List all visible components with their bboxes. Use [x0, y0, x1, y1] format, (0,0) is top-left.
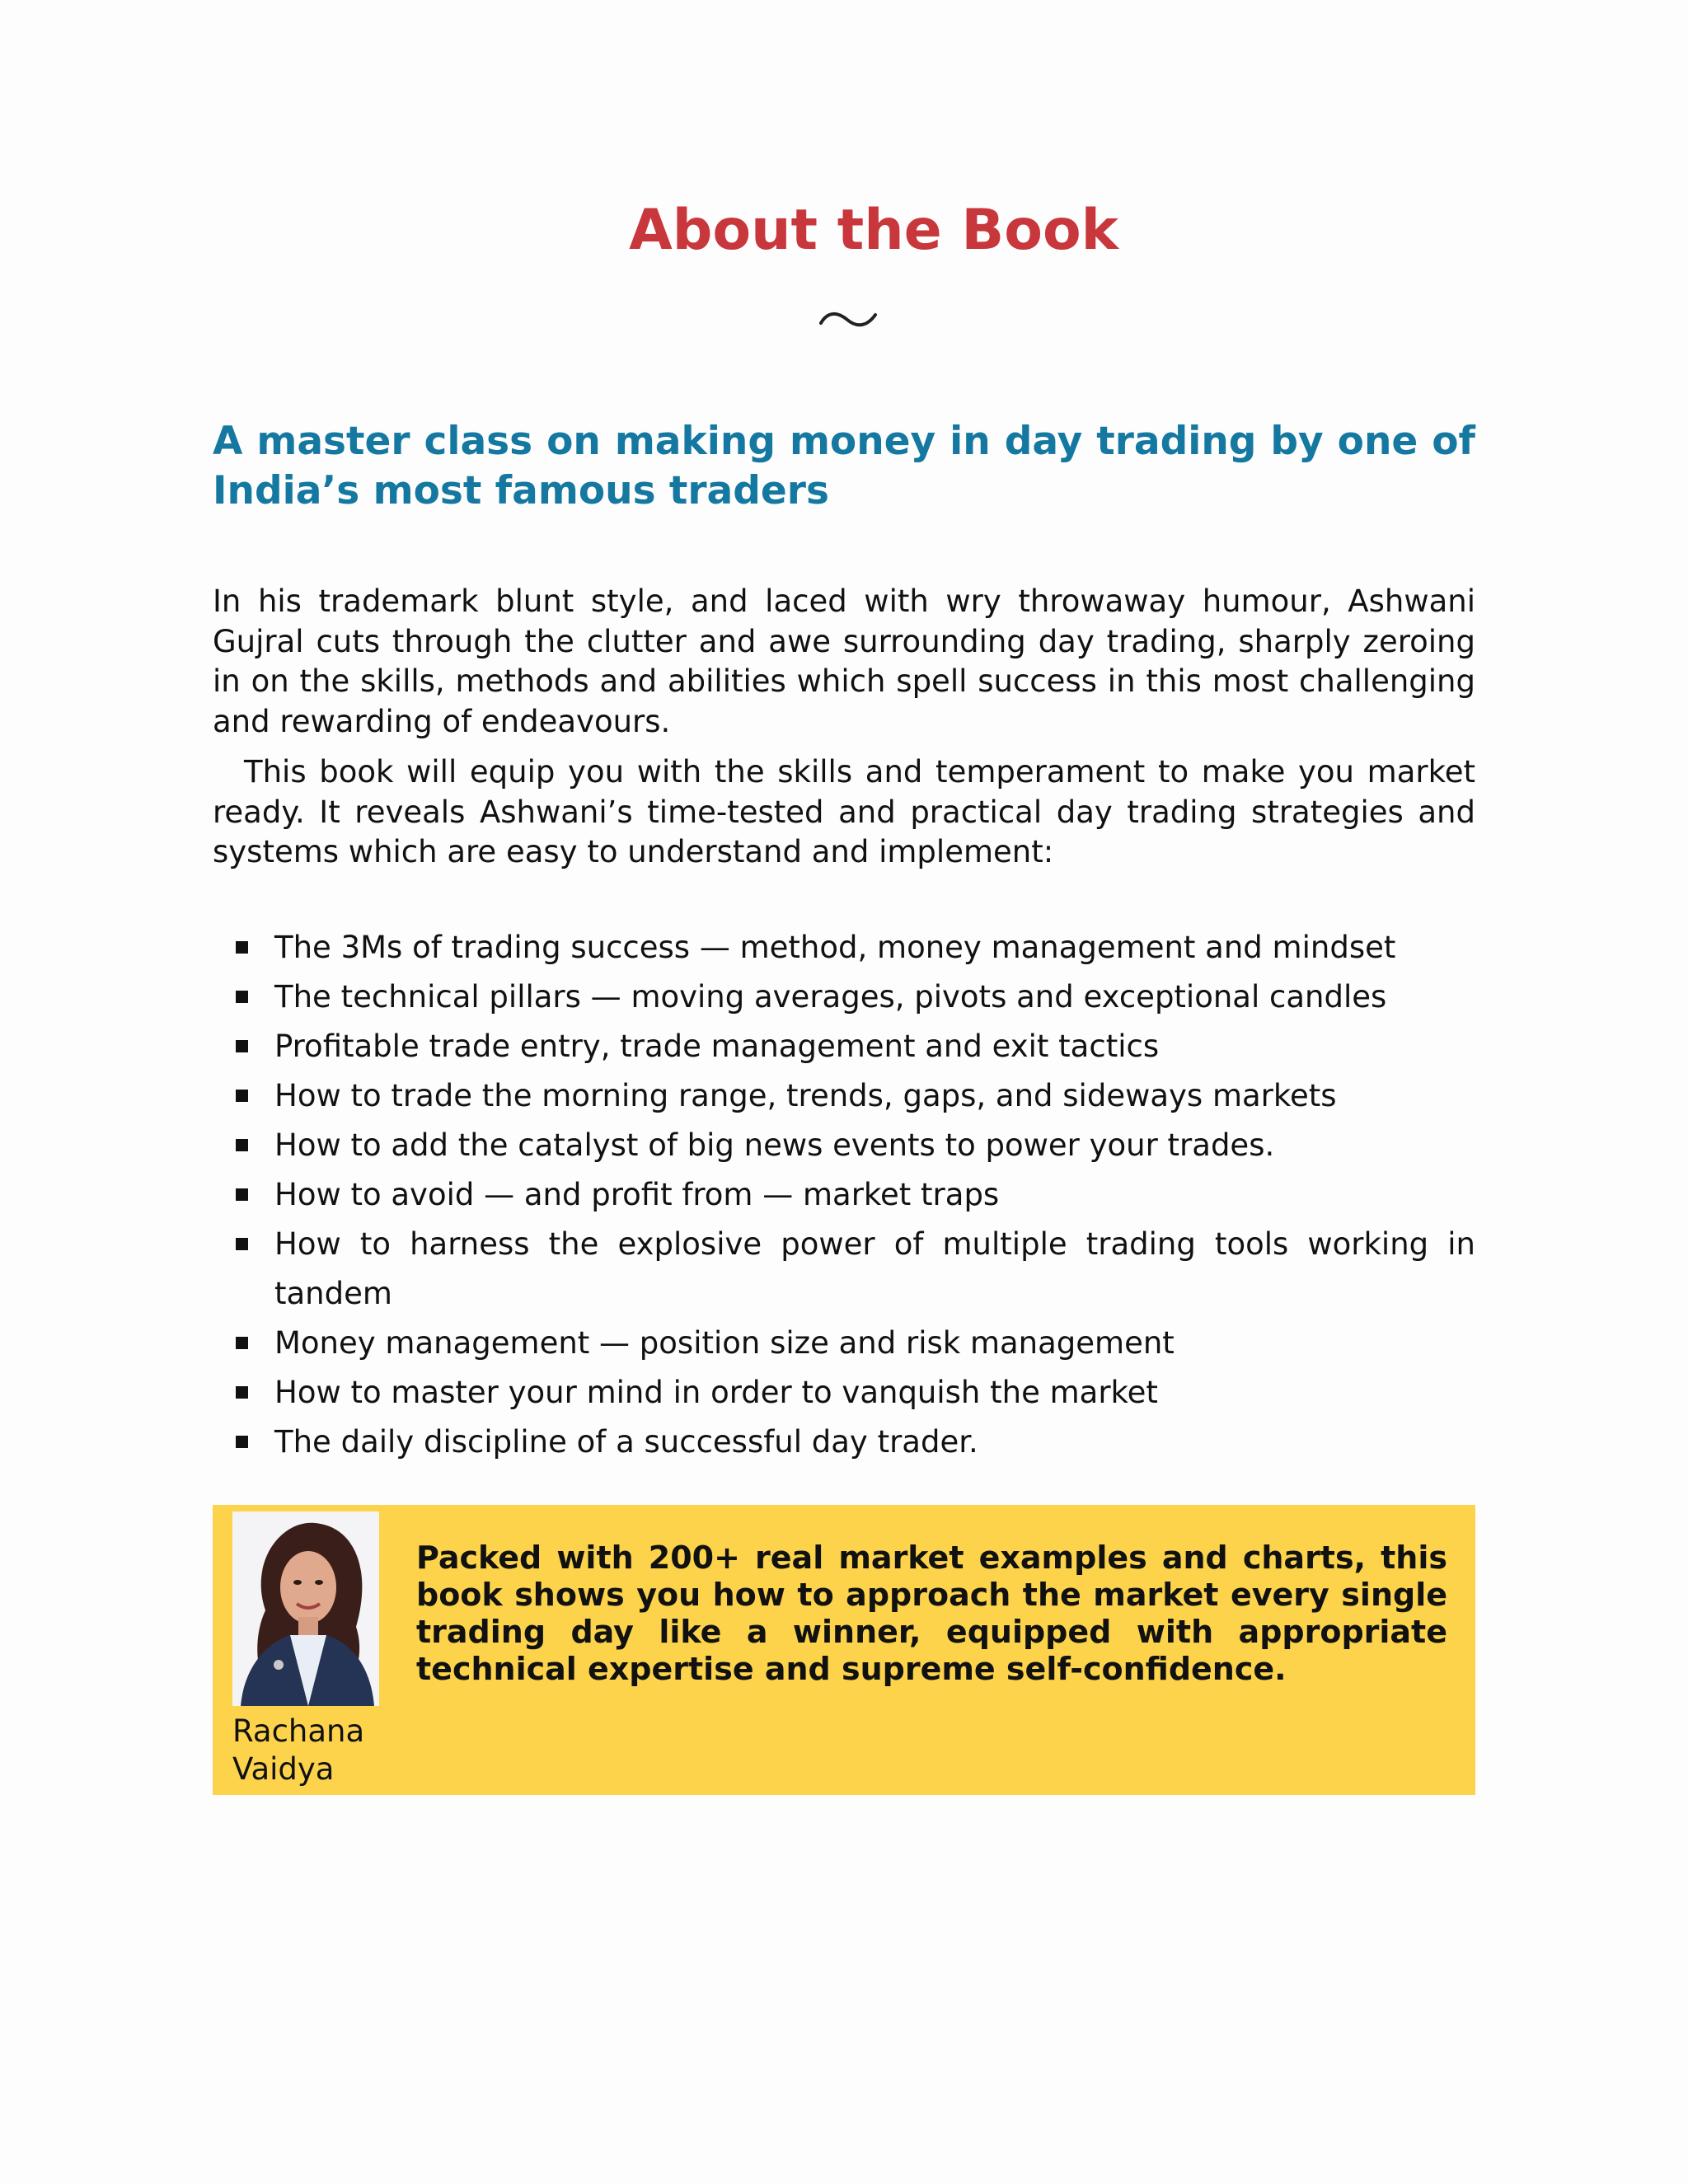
- bullet-square-icon: [236, 1090, 248, 1102]
- intro-paragraph: In his trademark blunt style, and laced with wry throwaway humour, Ashwani Gujral cuts through the clutter and awe surrounding day trading, sharply zeroing in on the skills, methods and abilities which spell success in this most challenging and rewarding of endeavours.: [213, 583, 1475, 739]
- bullet-square-icon: [236, 1386, 248, 1399]
- author-first-name: Rachana: [232, 1713, 365, 1749]
- bullet-square-icon: [236, 1337, 248, 1349]
- bullet-square-icon: [236, 1139, 248, 1151]
- list-item: The 3Ms of trading success — method, money management and mindset: [213, 923, 1475, 972]
- bullet-square-icon: [236, 1040, 248, 1052]
- list-item: How to avoid — and profit from — market traps: [213, 1170, 1475, 1220]
- list-item: The daily discipline of a successful day trader.: [213, 1418, 1475, 1467]
- bullet-square-icon: [236, 1238, 248, 1250]
- list-item: How to master your mind in order to vanquish the market: [213, 1368, 1475, 1418]
- bullet-square-icon: [236, 1436, 248, 1448]
- callout-box: [213, 1505, 1475, 1795]
- list-item: The technical pillars — moving averages, pivots and exceptional candles: [213, 972, 1475, 1022]
- list-item: How to harness the explosive power of multiple trading tools working in tandem: [213, 1220, 1475, 1319]
- list-item: Money management — position size and risk management: [213, 1319, 1475, 1368]
- callout-text: Packed with 200+ real market examples and charts, this book shows you how to approach the market every single trading day like a winner, equipped with appropriate technical expertise and supreme self-confidence.: [416, 1540, 1447, 1687]
- list-item: How to trade the morning range, trends, gaps, and sideways markets: [213, 1071, 1475, 1121]
- subtitle: A master class on making money in day trading by one of India’s most famous traders: [213, 419, 1475, 513]
- tilde-ornament-icon: [816, 297, 882, 338]
- bullet-square-icon: [236, 941, 248, 954]
- bullet-square-icon: [236, 991, 248, 1003]
- list-item: Profitable trade entry, trade management and exit tactics: [213, 1022, 1475, 1071]
- description-paragraph: This book will equip you with the skills and temperament to make you market ready. It reveals Ashwani’s time-tested and practical day trading strategies and systems which are easy to understand and implement:: [213, 754, 1475, 869]
- page-title: About the Book: [629, 198, 1118, 263]
- author-name: [232, 1713, 397, 1788]
- bullet-list: [213, 923, 1475, 1467]
- list-item: How to add the catalyst of big news events to power your trades.: [213, 1121, 1475, 1170]
- author-last-name: Vaidya: [232, 1751, 335, 1787]
- author-photo: [232, 1511, 379, 1706]
- bullet-square-icon: [236, 1188, 248, 1201]
